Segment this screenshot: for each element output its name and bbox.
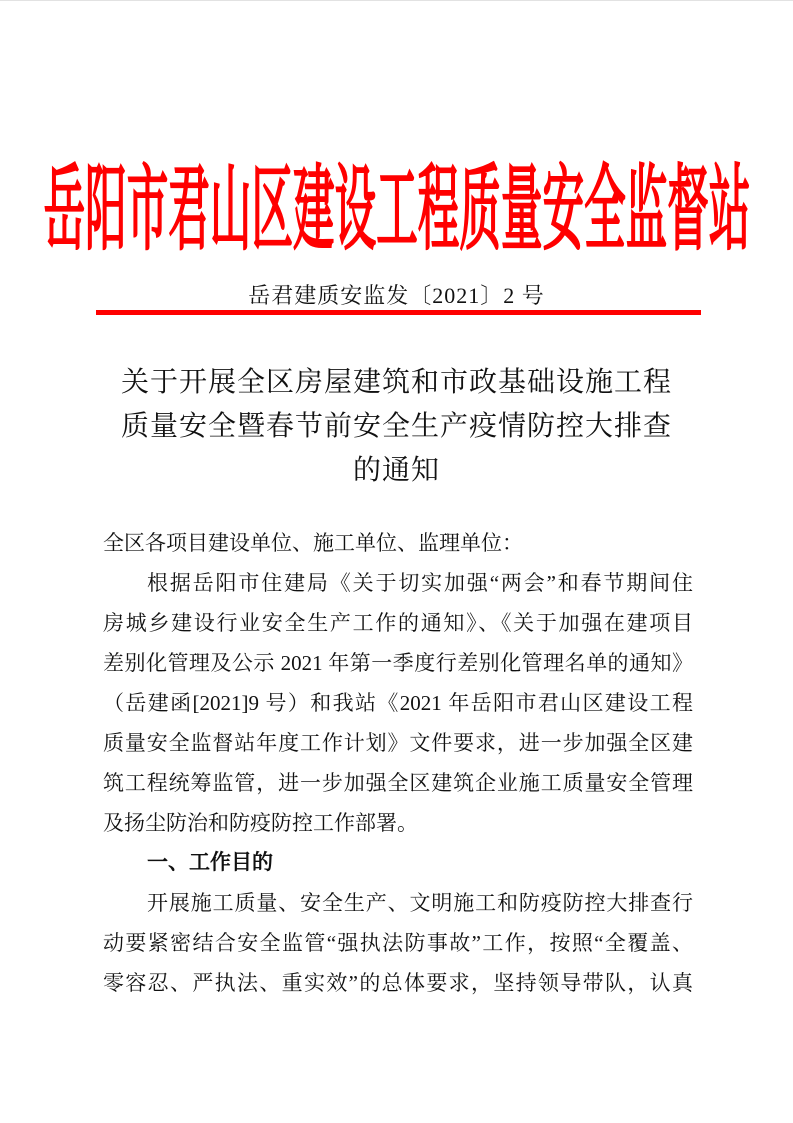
body-line: 房城乡建设行业安全生产工作的通知》、《关于加强在建项目 (103, 611, 693, 635)
section-heading: 一、工作目的 (147, 851, 273, 874)
body-line: 根据岳阳市住建局《关于切实加强“两会”和春节期间住 (147, 571, 693, 595)
body-line: 全区各项目建设单位、施工单位、监理单位： (103, 531, 523, 555)
document-number: 岳君建质安监发〔2021〕2 号 (248, 283, 545, 308)
body-line: 开展施工质量、安全生产、文明施工和防疫防控大排查行 (147, 891, 693, 915)
body-line: 零容忍、严执法、重实效”的总体要求，坚持领导带队，认真 (103, 971, 693, 995)
body-line: 差别化管理及公示 2021 年第一季度行差别化管理名单的通知》 (103, 651, 693, 675)
document-title-line-2: 质量安全暨春节前安全生产疫情防控大排查 (120, 411, 672, 442)
org-name-header: 岳阳市君山区建设工程质量安全监督站 (43, 156, 750, 262)
body-line: 动要紧密结合安全监管“强执法防事故”工作，按照“全覆盖、 (103, 931, 693, 955)
body-line: 筑工程统筹监管，进一步加强全区建筑企业施工质量安全管理 (103, 771, 693, 795)
document-body (103, 523, 693, 1003)
body-line: （岳建函[2021]9 号）和我站《2021 年岳阳市君山区建设工程 (103, 691, 693, 715)
document-header (0, 155, 793, 263)
body-line: 质量安全监督站年度工作计划》文件要求，进一步加强全区建 (103, 731, 693, 755)
document-title-line-3: 的通知 (352, 455, 440, 486)
document-title-line-1: 关于开展全区房屋建筑和市政基础设施工程 (120, 367, 672, 398)
red-divider-line (96, 310, 701, 315)
document-title (0, 361, 793, 493)
body-line: 及扬尘防治和防疫防控工作部署。 (103, 811, 418, 835)
